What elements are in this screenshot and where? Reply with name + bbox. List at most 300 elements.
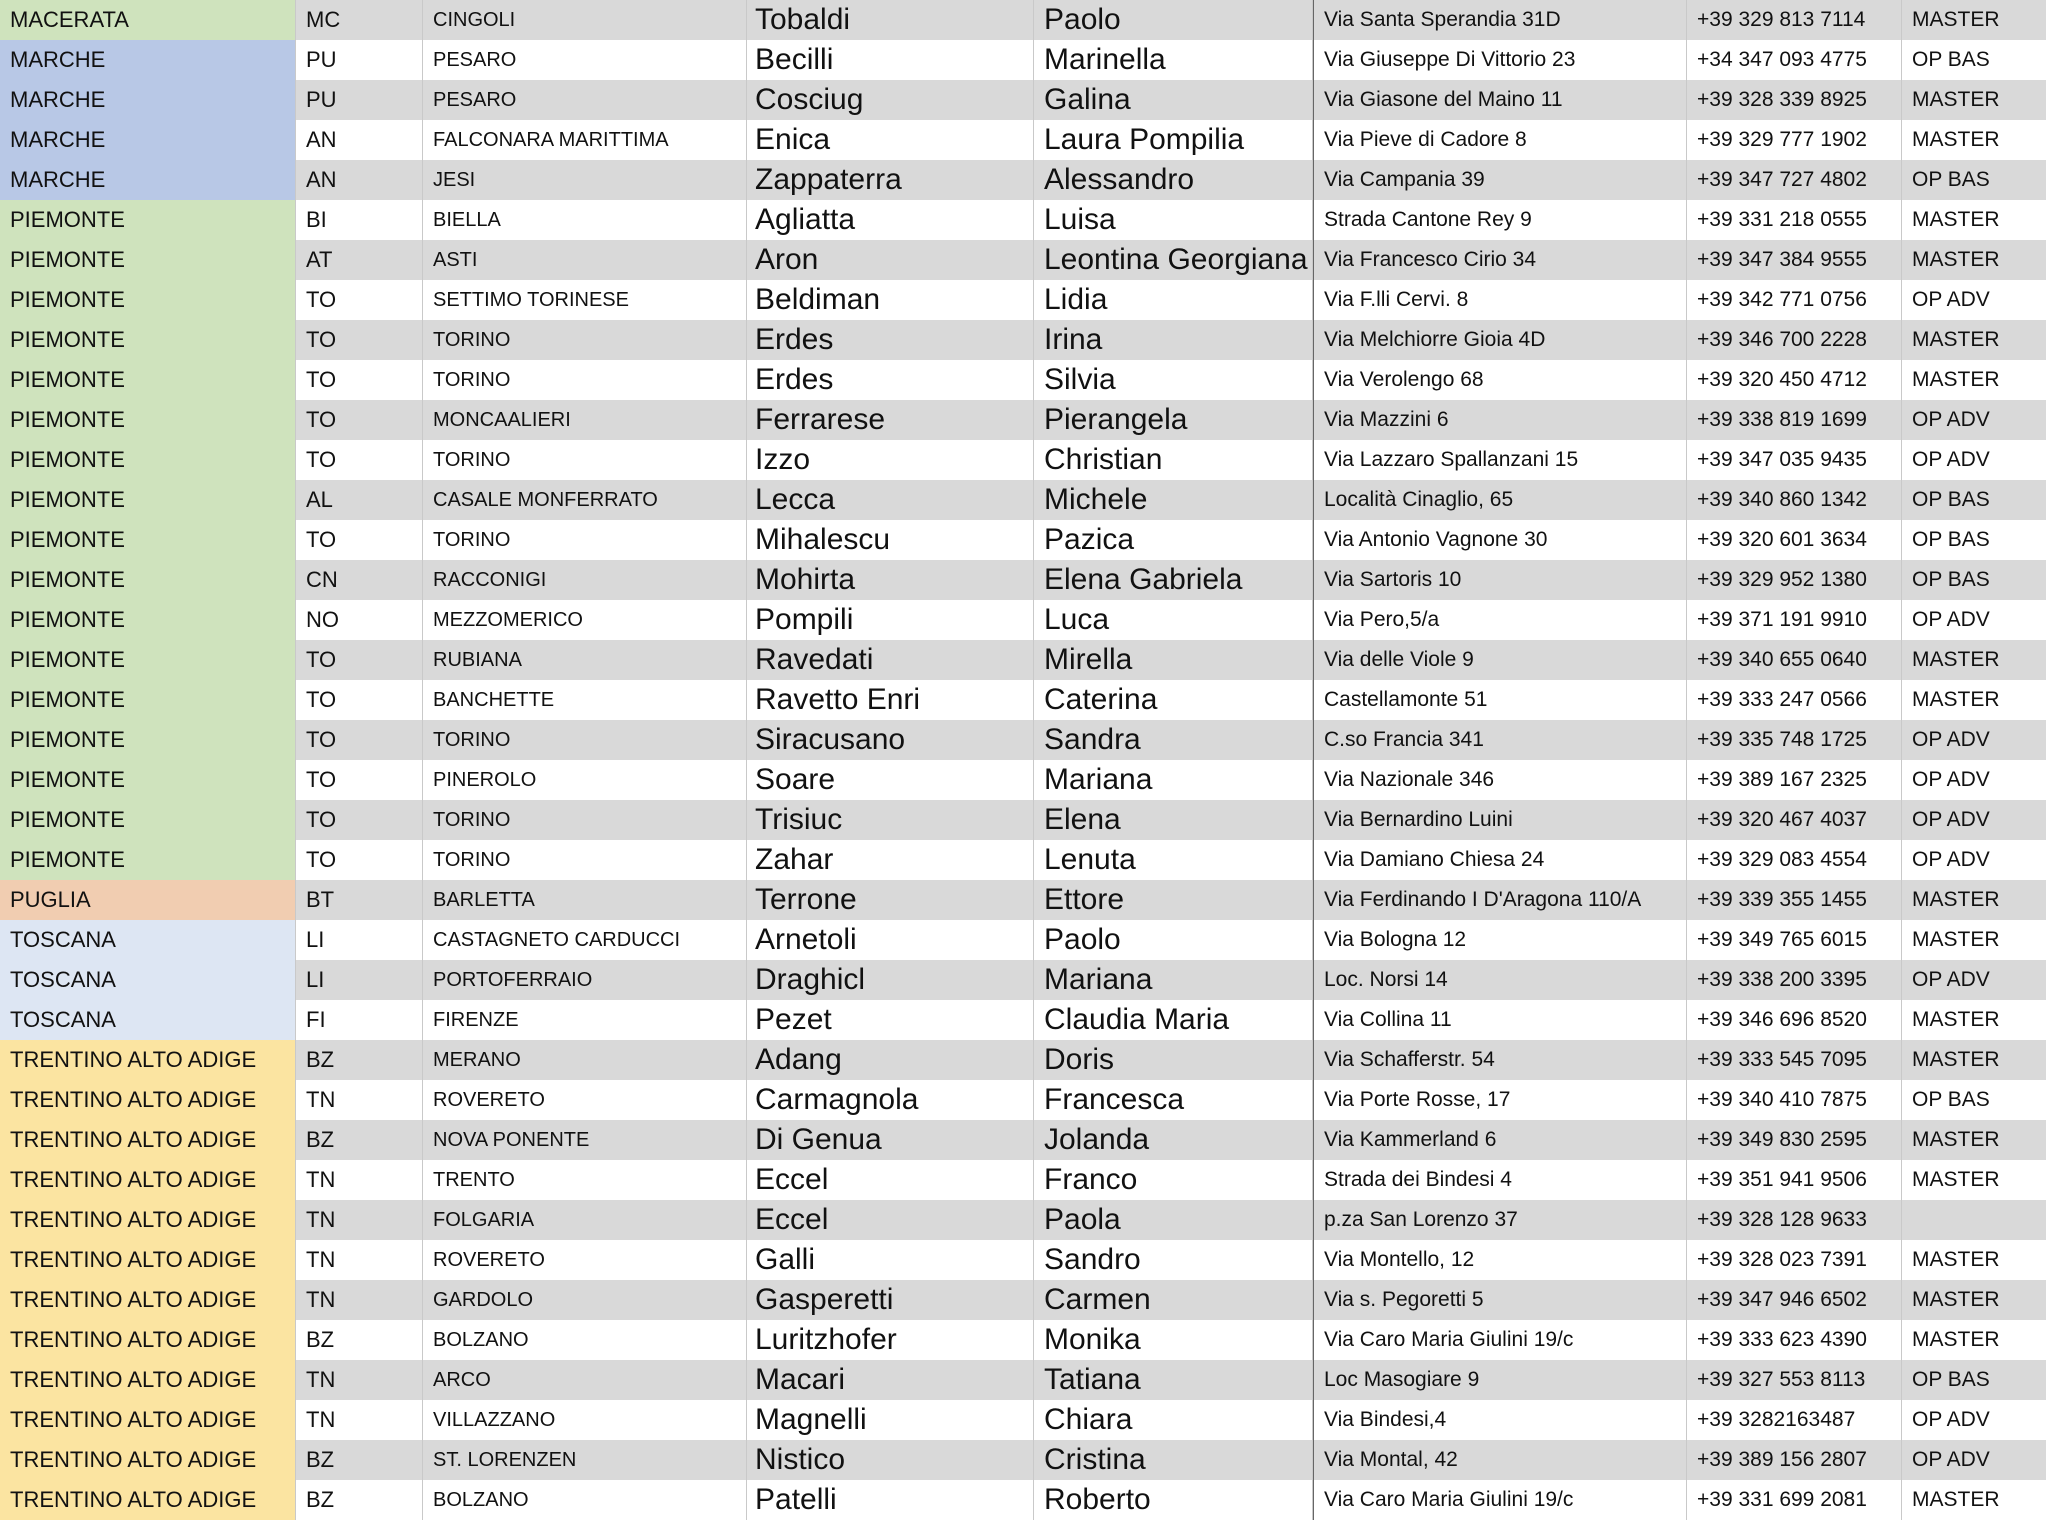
surname-cell[interactable]: Aron [747, 240, 1034, 280]
address-cell[interactable]: Via Caro Maria Giulini 19/c [1313, 1480, 1687, 1520]
address-cell[interactable]: Via Kammerland 6 [1313, 1120, 1687, 1160]
province-cell[interactable]: AL [296, 480, 423, 520]
city-cell[interactable]: RACCONIGI [423, 560, 747, 600]
surname-cell[interactable]: Gasperetti [747, 1280, 1034, 1320]
level-cell[interactable]: OP ADV [1902, 720, 2046, 760]
province-cell[interactable]: TO [296, 320, 423, 360]
surname-cell[interactable]: Ferrarese [747, 400, 1034, 440]
surname-cell[interactable]: Adang [747, 1040, 1034, 1080]
level-cell[interactable]: MASTER [1912, 1328, 2000, 1351]
first-name-cell[interactable]: Jolanda [1034, 1120, 1313, 1160]
address-cell[interactable]: Via Montal, 42 [1313, 1440, 1687, 1480]
first-name-cell[interactable]: Franco [1034, 1160, 1313, 1200]
phone-cell[interactable]: +39 349 765 6015 [1687, 920, 1902, 960]
phone-cell[interactable]: +39 347 384 9555 [1687, 240, 1902, 280]
region-cell[interactable]: TRENTINO ALTO ADIGE [0, 1360, 296, 1400]
level-cell[interactable]: OP BAS [1912, 48, 1990, 71]
region-cell[interactable]: MARCHE [0, 120, 296, 160]
region-cell[interactable]: TRENTINO ALTO ADIGE [0, 1240, 296, 1280]
phone-cell[interactable]: +39 338 819 1699 [1687, 400, 1902, 440]
surname-cell[interactable]: Erdes [747, 360, 1034, 400]
first-name-cell[interactable]: Tatiana [1034, 1360, 1313, 1400]
phone-cell[interactable]: +39 347 035 9435 [1687, 440, 1902, 480]
city-cell[interactable]: CINGOLI [423, 0, 747, 40]
province-cell[interactable]: TN [296, 1240, 423, 1280]
province-cell[interactable]: LI [296, 960, 423, 1000]
region-cell[interactable]: TOSCANA [0, 920, 296, 960]
phone-cell[interactable]: +39 340 655 0640 [1687, 640, 1902, 680]
level-cell[interactable]: OP ADV [1912, 288, 1990, 311]
level-cell[interactable]: MASTER [1902, 320, 2046, 360]
city-cell[interactable]: TORINO [423, 320, 747, 360]
province-cell[interactable]: TO [296, 360, 423, 400]
province-cell[interactable]: TO [296, 280, 423, 320]
city-cell[interactable]: VILLAZZANO [423, 1400, 747, 1440]
address-cell[interactable]: p.za San Lorenzo 37 [1313, 1200, 1687, 1240]
province-cell[interactable]: NO [296, 600, 423, 640]
level-cell[interactable]: OP BAS [1902, 560, 2046, 600]
first-name-cell[interactable]: Irina [1034, 320, 1313, 360]
phone-cell[interactable]: +39 349 830 2595 [1687, 1120, 1902, 1160]
address-cell[interactable]: Via Mazzini 6 [1313, 400, 1687, 440]
level-cell[interactable]: OP BAS [1902, 160, 2046, 200]
surname-cell[interactable]: Soare [747, 760, 1034, 800]
first-name-cell[interactable]: Lidia [1034, 280, 1313, 320]
first-name-cell[interactable]: Galina [1034, 80, 1313, 120]
first-name-cell[interactable]: Pazica [1034, 520, 1313, 560]
surname-cell[interactable]: Ravedati [747, 640, 1034, 680]
city-cell[interactable]: ST. LORENZEN [423, 1440, 747, 1480]
city-cell[interactable]: ARCO [423, 1360, 747, 1400]
level-cell[interactable]: OP BAS [1902, 480, 2046, 520]
surname-cell[interactable]: Mihalescu [747, 520, 1034, 560]
city-cell[interactable]: BARLETTA [423, 880, 747, 920]
phone-cell[interactable]: +39 333 545 7095 [1687, 1040, 1902, 1080]
province-cell[interactable]: TN [296, 1160, 423, 1200]
first-name-cell[interactable]: Paola [1034, 1200, 1313, 1240]
level-cell[interactable]: MASTER [1912, 688, 2000, 711]
province-cell[interactable]: TO [296, 840, 423, 880]
surname-cell[interactable]: Draghicl [747, 960, 1034, 1000]
phone-cell[interactable]: +39 347 727 4802 [1687, 160, 1902, 200]
city-cell[interactable]: FIRENZE [423, 1000, 747, 1040]
province-cell[interactable]: BZ [296, 1480, 423, 1520]
region-cell[interactable]: PIEMONTE [0, 640, 296, 680]
region-cell[interactable]: PIEMONTE [0, 840, 296, 880]
first-name-cell[interactable]: Paolo [1034, 0, 1313, 40]
address-cell[interactable]: Via Sartoris 10 [1313, 560, 1687, 600]
region-cell[interactable]: PIEMONTE [0, 480, 296, 520]
surname-cell[interactable]: Zahar [747, 840, 1034, 880]
province-cell[interactable]: AT [296, 240, 423, 280]
phone-cell[interactable]: +39 335 748 1725 [1687, 720, 1902, 760]
level-cell[interactable]: OP ADV [1902, 1440, 2046, 1480]
phone-cell[interactable]: +39 347 946 6502 [1687, 1280, 1902, 1320]
surname-cell[interactable]: Lecca [747, 480, 1034, 520]
surname-cell[interactable]: Pompili [747, 600, 1034, 640]
first-name-cell[interactable]: Chiara [1034, 1400, 1313, 1440]
phone-cell[interactable]: +39 329 083 4554 [1687, 840, 1902, 880]
address-cell[interactable]: Via Santa Sperandia 31D [1313, 0, 1687, 40]
address-cell[interactable]: Via Montello, 12 [1313, 1240, 1687, 1280]
first-name-cell[interactable]: Claudia Maria [1034, 1000, 1313, 1040]
region-cell[interactable]: TRENTINO ALTO ADIGE [0, 1040, 296, 1080]
first-name-cell[interactable]: Elena [1034, 800, 1313, 840]
province-cell[interactable]: AN [296, 120, 423, 160]
city-cell[interactable]: MEZZOMERICO [423, 600, 747, 640]
province-cell[interactable]: TN [296, 1360, 423, 1400]
first-name-cell[interactable]: Carmen [1034, 1280, 1313, 1320]
phone-cell[interactable]: +39 328 128 9633 [1687, 1200, 1902, 1240]
city-cell[interactable]: PESARO [423, 80, 747, 120]
first-name-cell[interactable]: Elena Gabriela [1034, 560, 1313, 600]
city-cell[interactable]: BIELLA [423, 200, 747, 240]
phone-cell[interactable]: +39 340 410 7875 [1687, 1080, 1902, 1120]
region-cell[interactable]: MACERATA [0, 0, 296, 40]
city-cell[interactable]: RUBIANA [423, 640, 747, 680]
surname-cell[interactable]: Beldiman [747, 280, 1034, 320]
region-cell[interactable]: PIEMONTE [0, 200, 296, 240]
address-cell[interactable]: Via Pieve di Cadore 8 [1313, 120, 1687, 160]
surname-cell[interactable]: Macari [747, 1360, 1034, 1400]
first-name-cell[interactable]: Cristina [1034, 1440, 1313, 1480]
region-cell[interactable]: TRENTINO ALTO ADIGE [0, 1200, 296, 1240]
address-cell[interactable]: Via s. Pegoretti 5 [1313, 1280, 1687, 1320]
surname-cell[interactable]: Mohirta [747, 560, 1034, 600]
level-cell[interactable]: OP ADV [1902, 960, 2046, 1000]
province-cell[interactable]: PU [296, 40, 423, 80]
province-cell[interactable]: BI [296, 200, 423, 240]
province-cell[interactable]: TO [296, 520, 423, 560]
phone-cell[interactable]: +39 329 952 1380 [1687, 560, 1902, 600]
city-cell[interactable]: ROVERETO [423, 1240, 747, 1280]
address-cell[interactable]: Via Giasone del Maino 11 [1313, 80, 1687, 120]
level-cell[interactable]: MASTER [1912, 1248, 2000, 1271]
level-cell[interactable]: MASTER [1912, 1168, 2000, 1191]
address-cell[interactable]: Via delle Viole 9 [1313, 640, 1687, 680]
region-cell[interactable]: MARCHE [0, 40, 296, 80]
region-cell[interactable]: TRENTINO ALTO ADIGE [0, 1080, 296, 1120]
surname-cell[interactable]: Tobaldi [747, 0, 1034, 40]
city-cell[interactable]: TORINO [423, 520, 747, 560]
city-cell[interactable]: TRENTO [423, 1160, 747, 1200]
surname-cell[interactable]: Eccel [747, 1160, 1034, 1200]
region-cell[interactable]: TRENTINO ALTO ADIGE [0, 1400, 296, 1440]
province-cell[interactable]: BZ [296, 1040, 423, 1080]
province-cell[interactable]: TO [296, 720, 423, 760]
phone-cell[interactable]: +39 333 247 0566 [1687, 680, 1902, 720]
level-cell[interactable]: OP BAS [1902, 1360, 2046, 1400]
address-cell[interactable]: Via Porte Rosse, 17 [1313, 1080, 1687, 1120]
first-name-cell[interactable]: Mirella [1034, 640, 1313, 680]
phone-cell[interactable]: +39 346 696 8520 [1687, 1000, 1902, 1040]
city-cell[interactable]: ROVERETO [423, 1080, 747, 1120]
first-name-cell[interactable]: Mariana [1034, 960, 1313, 1000]
phone-cell[interactable]: +39 320 601 3634 [1687, 520, 1902, 560]
address-cell[interactable]: Via Bologna 12 [1313, 920, 1687, 960]
city-cell[interactable]: PORTOFERRAIO [423, 960, 747, 1000]
phone-cell[interactable]: +39 342 771 0756 [1687, 280, 1902, 320]
first-name-cell[interactable]: Alessandro [1034, 160, 1313, 200]
level-cell[interactable]: MASTER [1912, 1488, 2000, 1511]
province-cell[interactable]: CN [296, 560, 423, 600]
phone-cell[interactable]: +39 327 553 8113 [1687, 1360, 1902, 1400]
region-cell[interactable]: PIEMONTE [0, 600, 296, 640]
first-name-cell[interactable]: Leontina Georgiana [1034, 240, 1313, 280]
phone-cell[interactable]: +39 333 623 4390 [1687, 1320, 1902, 1360]
level-cell[interactable]: OP ADV [1912, 848, 1990, 871]
address-cell[interactable]: Via Melchiorre Gioia 4D [1313, 320, 1687, 360]
province-cell[interactable]: BZ [296, 1120, 423, 1160]
address-cell[interactable]: Via Verolengo 68 [1313, 360, 1687, 400]
first-name-cell[interactable]: Marinella [1034, 40, 1313, 80]
phone-cell[interactable]: +39 346 700 2228 [1687, 320, 1902, 360]
region-cell[interactable]: TRENTINO ALTO ADIGE [0, 1280, 296, 1320]
region-cell[interactable]: TOSCANA [0, 960, 296, 1000]
province-cell[interactable]: TO [296, 640, 423, 680]
first-name-cell[interactable]: Paolo [1034, 920, 1313, 960]
province-cell[interactable]: TN [296, 1200, 423, 1240]
city-cell[interactable]: TORINO [423, 720, 747, 760]
province-cell[interactable]: LI [296, 920, 423, 960]
surname-cell[interactable]: Zappaterra [747, 160, 1034, 200]
city-cell[interactable]: TORINO [423, 360, 747, 400]
level-cell[interactable]: MASTER [1902, 0, 2046, 40]
region-cell[interactable]: TOSCANA [0, 1000, 296, 1040]
province-cell[interactable]: FI [296, 1000, 423, 1040]
first-name-cell[interactable]: Luisa [1034, 200, 1313, 240]
phone-cell[interactable]: +39 331 699 2081 [1687, 1480, 1902, 1520]
region-cell[interactable]: TRENTINO ALTO ADIGE [0, 1120, 296, 1160]
level-cell[interactable]: MASTER [1912, 928, 2000, 951]
city-cell[interactable]: FOLGARIA [423, 1200, 747, 1240]
region-cell[interactable]: MARCHE [0, 80, 296, 120]
surname-cell[interactable]: Cosciug [747, 80, 1034, 120]
surname-cell[interactable]: Nistico [747, 1440, 1034, 1480]
address-cell[interactable]: Via Lazzaro Spallanzani 15 [1313, 440, 1687, 480]
province-cell[interactable]: TN [296, 1400, 423, 1440]
phone-cell[interactable]: +39 329 777 1902 [1687, 120, 1902, 160]
surname-cell[interactable]: Becilli [747, 40, 1034, 80]
address-cell[interactable]: Via F.lli Cervi. 8 [1313, 280, 1687, 320]
first-name-cell[interactable]: Roberto [1034, 1480, 1313, 1520]
region-cell[interactable]: TRENTINO ALTO ADIGE [0, 1320, 296, 1360]
level-cell[interactable]: OP ADV [1912, 1408, 1990, 1431]
surname-cell[interactable]: Izzo [747, 440, 1034, 480]
surname-cell[interactable]: Eccel [747, 1200, 1034, 1240]
address-cell[interactable]: Via Collina 11 [1313, 1000, 1687, 1040]
surname-cell[interactable]: Agliatta [747, 200, 1034, 240]
city-cell[interactable]: PESARO [423, 40, 747, 80]
phone-cell[interactable]: +39 320 467 4037 [1687, 800, 1902, 840]
province-cell[interactable]: TO [296, 760, 423, 800]
region-cell[interactable]: PIEMONTE [0, 560, 296, 600]
city-cell[interactable]: SETTIMO TORINESE [423, 280, 747, 320]
level-cell[interactable]: MASTER [1902, 240, 2046, 280]
first-name-cell[interactable]: Monika [1034, 1320, 1313, 1360]
level-cell[interactable] [1902, 1200, 2046, 1240]
city-cell[interactable]: BANCHETTE [423, 680, 747, 720]
surname-cell[interactable]: Luritzhofer [747, 1320, 1034, 1360]
first-name-cell[interactable]: Sandra [1034, 720, 1313, 760]
region-cell[interactable]: MARCHE [0, 160, 296, 200]
city-cell[interactable]: JESI [423, 160, 747, 200]
first-name-cell[interactable]: Doris [1034, 1040, 1313, 1080]
phone-cell[interactable]: +39 371 191 9910 [1687, 600, 1902, 640]
phone-cell[interactable]: +34 347 093 4775 [1687, 40, 1902, 80]
region-cell[interactable]: PIEMONTE [0, 760, 296, 800]
city-cell[interactable]: CASTAGNETO CARDUCCI [423, 920, 747, 960]
surname-cell[interactable]: Di Genua [747, 1120, 1034, 1160]
first-name-cell[interactable]: Laura Pompilia [1034, 120, 1313, 160]
first-name-cell[interactable]: Mariana [1034, 760, 1313, 800]
phone-cell[interactable]: +39 339 355 1455 [1687, 880, 1902, 920]
region-cell[interactable]: TRENTINO ALTO ADIGE [0, 1480, 296, 1520]
first-name-cell[interactable]: Michele [1034, 480, 1313, 520]
city-cell[interactable]: BOLZANO [423, 1320, 747, 1360]
first-name-cell[interactable]: Sandro [1034, 1240, 1313, 1280]
level-cell[interactable]: MASTER [1902, 80, 2046, 120]
surname-cell[interactable]: Pezet [747, 1000, 1034, 1040]
city-cell[interactable]: FALCONARA MARITTIMA [423, 120, 747, 160]
phone-cell[interactable]: +39 340 860 1342 [1687, 480, 1902, 520]
first-name-cell[interactable]: Francesca [1034, 1080, 1313, 1120]
city-cell[interactable]: GARDOLO [423, 1280, 747, 1320]
province-cell[interactable]: BZ [296, 1440, 423, 1480]
province-cell[interactable]: TO [296, 400, 423, 440]
address-cell[interactable]: Via Bernardino Luini [1313, 800, 1687, 840]
address-cell[interactable]: Via Francesco Cirio 34 [1313, 240, 1687, 280]
surname-cell[interactable]: Enica [747, 120, 1034, 160]
phone-cell[interactable]: +39 320 450 4712 [1687, 360, 1902, 400]
address-cell[interactable]: Via Nazionale 346 [1313, 760, 1687, 800]
level-cell[interactable]: OP BAS [1912, 528, 1990, 551]
region-cell[interactable]: PIEMONTE [0, 360, 296, 400]
province-cell[interactable]: TN [296, 1080, 423, 1120]
level-cell[interactable]: MASTER [1902, 880, 2046, 920]
address-cell[interactable]: Loc Masogiare 9 [1313, 1360, 1687, 1400]
address-cell[interactable]: Via Giuseppe Di Vittorio 23 [1313, 40, 1687, 80]
region-cell[interactable]: PIEMONTE [0, 280, 296, 320]
province-cell[interactable]: MC [296, 0, 423, 40]
first-name-cell[interactable]: Lenuta [1034, 840, 1313, 880]
level-cell[interactable]: MASTER [1902, 1040, 2046, 1080]
region-cell[interactable]: PIEMONTE [0, 240, 296, 280]
province-cell[interactable]: AN [296, 160, 423, 200]
province-cell[interactable]: TN [296, 1280, 423, 1320]
first-name-cell[interactable]: Ettore [1034, 880, 1313, 920]
phone-cell[interactable]: +39 328 339 8925 [1687, 80, 1902, 120]
region-cell[interactable]: PIEMONTE [0, 440, 296, 480]
region-cell[interactable]: PIEMONTE [0, 680, 296, 720]
surname-cell[interactable]: Arnetoli [747, 920, 1034, 960]
level-cell[interactable]: MASTER [1902, 1120, 2046, 1160]
surname-cell[interactable]: Terrone [747, 880, 1034, 920]
address-cell[interactable]: Strada dei Bindesi 4 [1313, 1160, 1687, 1200]
address-cell[interactable]: Località Cinaglio, 65 [1313, 480, 1687, 520]
surname-cell[interactable]: Carmagnola [747, 1080, 1034, 1120]
first-name-cell[interactable]: Christian [1034, 440, 1313, 480]
city-cell[interactable]: MONCAALIERI [423, 400, 747, 440]
surname-cell[interactable]: Magnelli [747, 1400, 1034, 1440]
address-cell[interactable]: C.so Francia 341 [1313, 720, 1687, 760]
level-cell[interactable]: MASTER [1902, 640, 2046, 680]
province-cell[interactable]: TO [296, 800, 423, 840]
address-cell[interactable]: Strada Cantone Rey 9 [1313, 200, 1687, 240]
first-name-cell[interactable]: Pierangela [1034, 400, 1313, 440]
address-cell[interactable]: Loc. Norsi 14 [1313, 960, 1687, 1000]
region-cell[interactable]: PIEMONTE [0, 520, 296, 560]
level-cell[interactable]: OP ADV [1902, 800, 2046, 840]
address-cell[interactable]: Via Campania 39 [1313, 160, 1687, 200]
phone-cell[interactable]: +39 331 218 0555 [1687, 200, 1902, 240]
phone-cell[interactable]: +39 351 941 9506 [1687, 1160, 1902, 1200]
surname-cell[interactable]: Erdes [747, 320, 1034, 360]
region-cell[interactable]: TRENTINO ALTO ADIGE [0, 1440, 296, 1480]
first-name-cell[interactable]: Silvia [1034, 360, 1313, 400]
surname-cell[interactable]: Siracusano [747, 720, 1034, 760]
level-cell[interactable]: OP BAS [1912, 1088, 1990, 1111]
level-cell[interactable]: MASTER [1912, 368, 2000, 391]
province-cell[interactable]: BT [296, 880, 423, 920]
level-cell[interactable]: OP ADV [1912, 608, 1990, 631]
address-cell[interactable]: Via Schafferstr. 54 [1313, 1040, 1687, 1080]
city-cell[interactable]: ASTI [423, 240, 747, 280]
address-cell[interactable]: Via Damiano Chiesa 24 [1313, 840, 1687, 880]
phone-cell[interactable]: +39 3282163487 [1687, 1400, 1902, 1440]
first-name-cell[interactable]: Caterina [1034, 680, 1313, 720]
level-cell[interactable]: MASTER [1912, 128, 2000, 151]
region-cell[interactable]: PIEMONTE [0, 400, 296, 440]
address-cell[interactable]: Via Caro Maria Giulini 19/c [1313, 1320, 1687, 1360]
first-name-cell[interactable]: Luca [1034, 600, 1313, 640]
region-cell[interactable]: PIEMONTE [0, 800, 296, 840]
level-cell[interactable]: OP ADV [1912, 448, 1990, 471]
region-cell[interactable]: PIEMONTE [0, 320, 296, 360]
phone-cell[interactable]: +39 389 167 2325 [1687, 760, 1902, 800]
city-cell[interactable]: CASALE MONFERRATO [423, 480, 747, 520]
level-cell[interactable]: MASTER [1902, 1280, 2046, 1320]
level-cell[interactable]: OP ADV [1912, 768, 1990, 791]
city-cell[interactable]: PINEROLO [423, 760, 747, 800]
region-cell[interactable]: PUGLIA [0, 880, 296, 920]
city-cell[interactable]: TORINO [423, 840, 747, 880]
region-cell[interactable]: TRENTINO ALTO ADIGE [0, 1160, 296, 1200]
address-cell[interactable]: Via Antonio Vagnone 30 [1313, 520, 1687, 560]
level-cell[interactable]: OP ADV [1902, 400, 2046, 440]
address-cell[interactable]: Castellamonte 51 [1313, 680, 1687, 720]
province-cell[interactable]: TO [296, 680, 423, 720]
city-cell[interactable]: MERANO [423, 1040, 747, 1080]
city-cell[interactable]: BOLZANO [423, 1480, 747, 1520]
region-cell[interactable]: PIEMONTE [0, 720, 296, 760]
surname-cell[interactable]: Patelli [747, 1480, 1034, 1520]
city-cell[interactable]: TORINO [423, 440, 747, 480]
phone-cell[interactable]: +39 389 156 2807 [1687, 1440, 1902, 1480]
city-cell[interactable]: TORINO [423, 800, 747, 840]
surname-cell[interactable]: Galli [747, 1240, 1034, 1280]
phone-cell[interactable]: +39 338 200 3395 [1687, 960, 1902, 1000]
address-cell[interactable]: Via Bindesi,4 [1313, 1400, 1687, 1440]
phone-cell[interactable]: +39 328 023 7391 [1687, 1240, 1902, 1280]
province-cell[interactable]: BZ [296, 1320, 423, 1360]
phone-cell[interactable]: +39 329 813 7114 [1687, 0, 1902, 40]
surname-cell[interactable]: Trisiuc [747, 800, 1034, 840]
province-cell[interactable]: PU [296, 80, 423, 120]
province-cell[interactable]: TO [296, 440, 423, 480]
address-cell[interactable]: Via Pero,5/a [1313, 600, 1687, 640]
address-cell[interactable]: Via Ferdinando I D'Aragona 110/A [1313, 880, 1687, 920]
